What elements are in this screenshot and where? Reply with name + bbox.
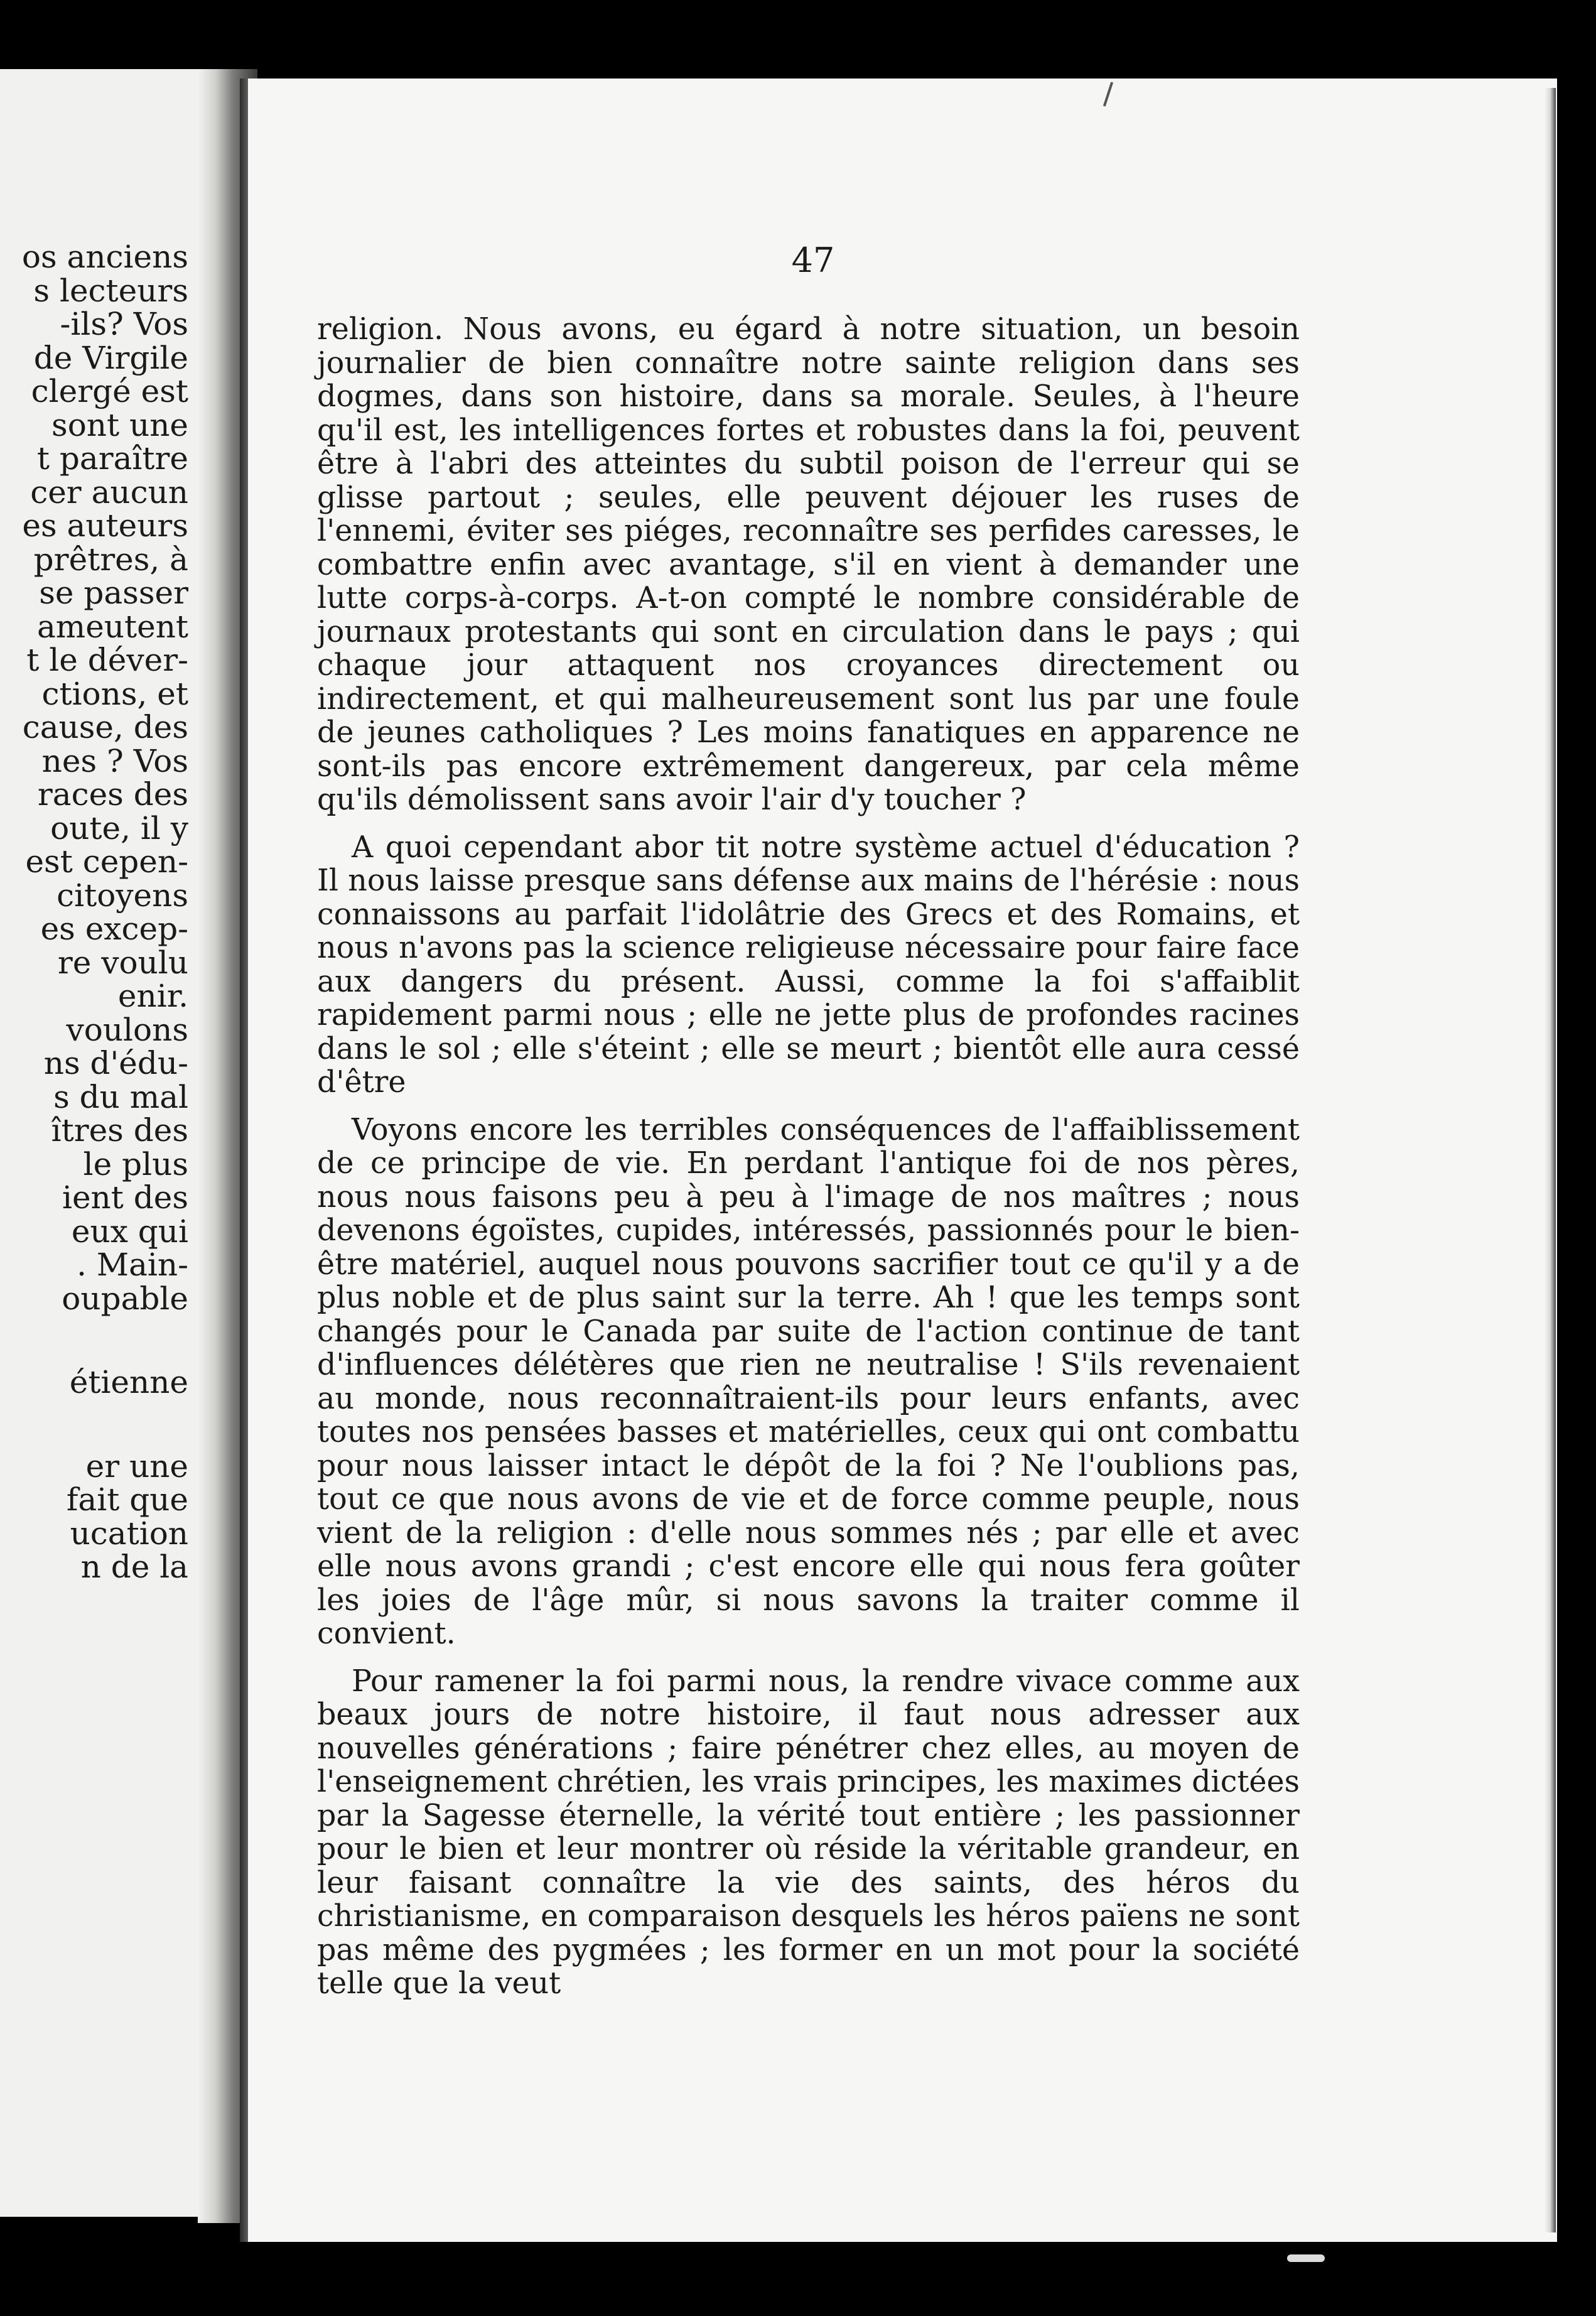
- left-page-line: de Virgile: [33, 339, 188, 376]
- left-page-line: étienne: [69, 1364, 188, 1400]
- left-page-line: îtres des: [51, 1112, 188, 1149]
- paragraph: A quoi cependant abor tit notre système actuel d'éducation ? Il nous laisse presque sans défense aux mains de l'hérésie : nous connaissons au parfait l'idolâtrie des Grecs et des Romains, et nous n'avons pas la science religieuse nécessaire pour faire face aux dangers du présent. Aussi, comme la foi s'affaiblit rapidement parmi nous ; elle ne jette plus de profondes racines dans le sol ; elle s'éteint ; elle se meurt ; bientôt elle aura cessé d'être: [317, 830, 1300, 1100]
- page-body: [317, 313, 1300, 2015]
- paragraph: Pour ramener la foi parmi nous, la rendre vivace comme aux beaux jours de notre histoire, il faut nous adresser aux nouvelles générations ; faire pénétrer chez elles, au moyen de l'enseignement chrétien, les vrais principes, les maximes dictées par la Sagesse éternelle, la vérité tout entière ; les passionner pour le bien et leur montrer où réside la véritable grandeur, en leur faisant connaître la vie des saints, des héros du christianisme, en comparaison desquels les héros païens ne sont pas même des pygmées ; les former en un mot pour la société telle que la veut: [317, 1664, 1300, 2001]
- left-page-line: s lecteurs: [33, 272, 188, 309]
- left-page-line: os anciens: [21, 239, 188, 275]
- left-page-line: ucation: [70, 1515, 188, 1552]
- left-page-line: citoyens: [57, 877, 188, 914]
- left-page-line: enir.: [117, 978, 188, 1014]
- left-page-line: nes ? Vos: [41, 742, 188, 779]
- left-page-line: cer aucun: [30, 473, 188, 511]
- left-page-line: ns d'édu-: [43, 1045, 188, 1081]
- left-page-line: prêtres, à: [33, 541, 188, 578]
- left-page-line: le plus: [83, 1145, 188, 1182]
- left-page-line: voulons: [66, 1011, 188, 1048]
- left-page-line: es excep-: [40, 911, 188, 947]
- left-page-line: sont une: [51, 406, 188, 443]
- page-edge: [1545, 88, 1556, 2232]
- left-page-line: oute, il y: [50, 809, 188, 847]
- left-page-line: fait que: [66, 1481, 188, 1518]
- left-page-line: cause, des: [22, 709, 188, 745]
- left-page-line: oupable: [62, 1280, 188, 1317]
- left-page-line: es auteurs: [22, 507, 188, 544]
- left-page-line: t paraître: [36, 440, 188, 477]
- paragraph: religion. Nous avons, eu égard à notre situation, un besoin journalier de bien connaître notre sainte religion dans ses dogmes, dans son histoire, dans sa morale. Seules, à l'heure qu'il est, les intelligences fortes et robustes dans la foi, peuvent être à l'abri des atteintes du subtil poison de l'erreur qui se glisse partout ; seules, elle peuvent déjouer les ruses de l'ennemi, éviter ses piéges, reconnaître ses perfides caresses, le combattre enfin avec avantage, s'il en vient à demander une lutte corps-à-corps. A-t-on compté le nombre considérable de journaux protestants qui sont en circulation dans le pays ; qui chaque jour attaquent nos croyances directement ou indirectement, et qui malheureusement sont lus par une foule de jeunes catholiques ? Les moins fanatiques en apparence ne sont-ils pas encore extrêmement dangereux, par cela même qu'ils démolissent sans avoir l'air d'y toucher ?: [317, 312, 1300, 817]
- left-page-line: ient des: [62, 1179, 188, 1216]
- left-page-line: re voulu: [57, 944, 188, 981]
- left-page-line: ameutent: [37, 608, 188, 645]
- left-page-line: er une: [85, 1447, 188, 1485]
- paragraph: Voyons encore les terribles conséquences de l'affaiblissement de ce principe de vie. En perdant l'antique foi de nos pères, nous nous faisons peu à peu à l'image de nos maîtres ; nous devenons égoïstes, cupides, intéressés, passionnés pour le bien-être matériel, auquel nous pouvons sacrifier tout ce qu'il y a de plus noble et de plus saint sur la terre. Ah ! que les temps sont changés pour le Canada par suite de l'action continue de tant d'influences délétères que rien ne neutralise ! S'ils revenaient au monde, nous reconnaîtraient-ils pour leurs enfants, avec toutes nos pensées basses et matérielles, ceux qui ont combattu pour nous laisser intact le dépôt de la foi ? Ne l'oublions pas, tout ce que nous avons de vie et de force comme peuple, nous vient de la religion : d'elle nous sommes nés ; par elle et avec elle nous avons grandi ; c'est encore elle qui nous fera goûter les joies de l'âge mûr, si nous savons la traiter comme il convient.: [317, 1112, 1300, 1651]
- left-page-line: se passer: [39, 575, 188, 611]
- left-page-line: t le déver-: [26, 642, 188, 678]
- left-page-line: n de la: [80, 1549, 188, 1585]
- left-page-line: eux qui: [71, 1213, 188, 1250]
- left-page-line: -ils? Vos: [60, 306, 188, 342]
- scan-mark: [1287, 2254, 1325, 2262]
- left-page-line: clergé est: [31, 373, 188, 409]
- left-page-line: . Main-: [77, 1247, 188, 1283]
- left-page-text: [0, 241, 188, 1584]
- left-page-line: ctions, et: [41, 675, 188, 712]
- left-page-line: est cepen-: [25, 843, 188, 880]
- page-number: 47: [791, 241, 835, 280]
- left-page-line: races des: [37, 776, 188, 813]
- left-page-line: s du mal: [53, 1078, 188, 1115]
